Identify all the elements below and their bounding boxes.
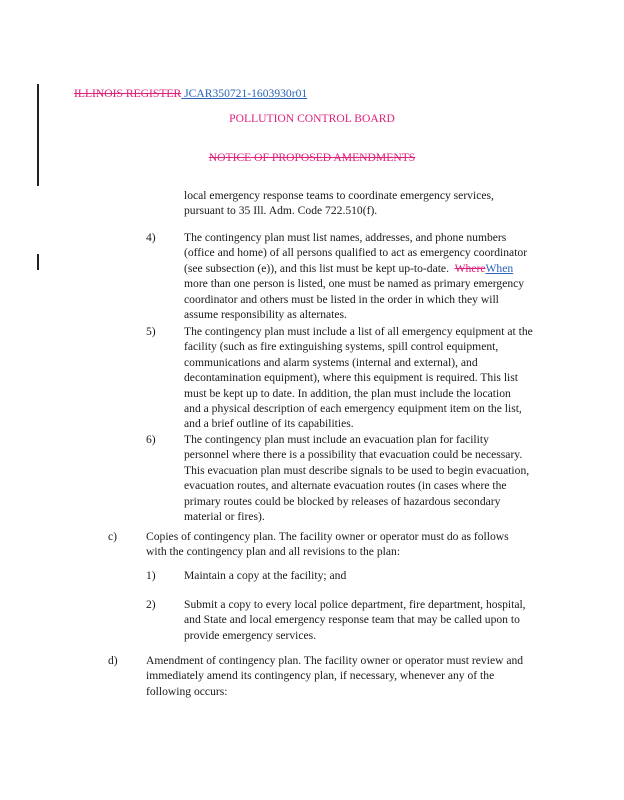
item-number: 6) bbox=[146, 433, 156, 446]
continuation-paragraph bbox=[184, 188, 564, 219]
text-line: communications and alarm systems (internal and external), and bbox=[184, 355, 478, 369]
item-number: 1) bbox=[146, 569, 156, 582]
register-deleted-text: ILLINOIS REGISTER bbox=[74, 87, 182, 100]
item5-paragraph bbox=[184, 324, 564, 432]
notice-title-deleted: NOTICE OF PROPOSED AMENDMENTS bbox=[208, 151, 416, 164]
text-line: provide emergency services. bbox=[184, 628, 317, 642]
edit-deleted-word: Where bbox=[454, 261, 486, 275]
edit-inserted-word: When bbox=[485, 261, 514, 275]
text-line: personnel where there is a possibility that evacuation could be necessary. bbox=[184, 448, 523, 462]
text-line: local emergency response teams to coordinate emergency services, bbox=[184, 189, 494, 202]
text-line: evacuation routes, and alternate evacuation routes (in cases where the bbox=[184, 479, 507, 493]
section-letter: c) bbox=[108, 530, 118, 543]
text-line: material or fires). bbox=[184, 510, 265, 524]
register-inserted-text: JCAR350721-1603930r01 bbox=[181, 87, 308, 100]
text-line: This evacuation plan must describe signals to be used to begin evacuation, bbox=[184, 463, 530, 477]
section-c-item2 bbox=[184, 597, 564, 643]
text-line: (office and home) of all persons qualified to act as emergency coordinator bbox=[184, 246, 528, 260]
text-line: The contingency plan must list names, addresses, and phone numbers bbox=[184, 231, 507, 244]
board-title: POLLUTION CONTROL BOARD bbox=[229, 112, 395, 125]
change-bar-header bbox=[37, 84, 39, 186]
text-line: immediately amend its contingency plan, if necessary, whenever any of the bbox=[146, 669, 495, 683]
text-line: decontamination equipment), where this equipment is required. This list bbox=[184, 371, 518, 385]
text-line-with-edit bbox=[184, 261, 564, 276]
text-line: primary routes could be blocked by releases of hazardous secondary bbox=[184, 494, 501, 508]
register-header bbox=[74, 86, 307, 101]
text-line: Copies of contingency plan. The facility owner or operator must do as follows bbox=[146, 530, 509, 543]
text-line: and State and local emergency response team that may be called upon to bbox=[184, 613, 520, 627]
text-line: The contingency plan must include an evacuation plan for facility bbox=[184, 433, 489, 446]
text-line: pursuant to 35 Ill. Adm. Code 722.510(f). bbox=[184, 204, 378, 218]
item-number: 4) bbox=[146, 231, 156, 244]
text-line: more than one person is listed, one must be named as primary emergency bbox=[184, 277, 525, 291]
text-line: must be kept up to date. In addition, the plan must include the location bbox=[184, 386, 511, 400]
text-line: and a brief outline of its capabilities. bbox=[184, 417, 354, 431]
section-d-paragraph bbox=[146, 653, 566, 699]
item6-paragraph bbox=[184, 432, 564, 524]
change-bar-item4 bbox=[37, 254, 39, 270]
text-line: Submit a copy to every local police department, fire department, hospital, bbox=[184, 598, 526, 611]
item-number: 2) bbox=[146, 598, 156, 611]
text-line: assume responsibility as alternates. bbox=[184, 308, 347, 322]
item4-paragraph bbox=[184, 230, 564, 322]
text-line: and a physical description of each emergency equipment item on the list, bbox=[184, 402, 522, 416]
text-line: Amendment of contingency plan. The facility owner or operator must review and bbox=[146, 654, 524, 667]
text-line: facility (such as fire extinguishing systems, spill control equipment, bbox=[184, 340, 499, 354]
section-letter: d) bbox=[108, 654, 118, 667]
section-c-paragraph bbox=[146, 529, 566, 560]
edit-prefix: (see subsection (e)), and this list must be kept up-to-date. bbox=[184, 261, 455, 275]
text-line: coordinator and others must be listed in the order in which they will bbox=[184, 292, 499, 306]
text-line: with the contingency plan and all revisions to the plan: bbox=[146, 545, 401, 559]
item-number: 5) bbox=[146, 325, 156, 338]
text-line: The contingency plan must include a list of all emergency equipment at the bbox=[184, 325, 533, 338]
text-line: following occurs: bbox=[146, 684, 228, 698]
section-c-item1: Maintain a copy at the facility; and bbox=[184, 569, 347, 582]
